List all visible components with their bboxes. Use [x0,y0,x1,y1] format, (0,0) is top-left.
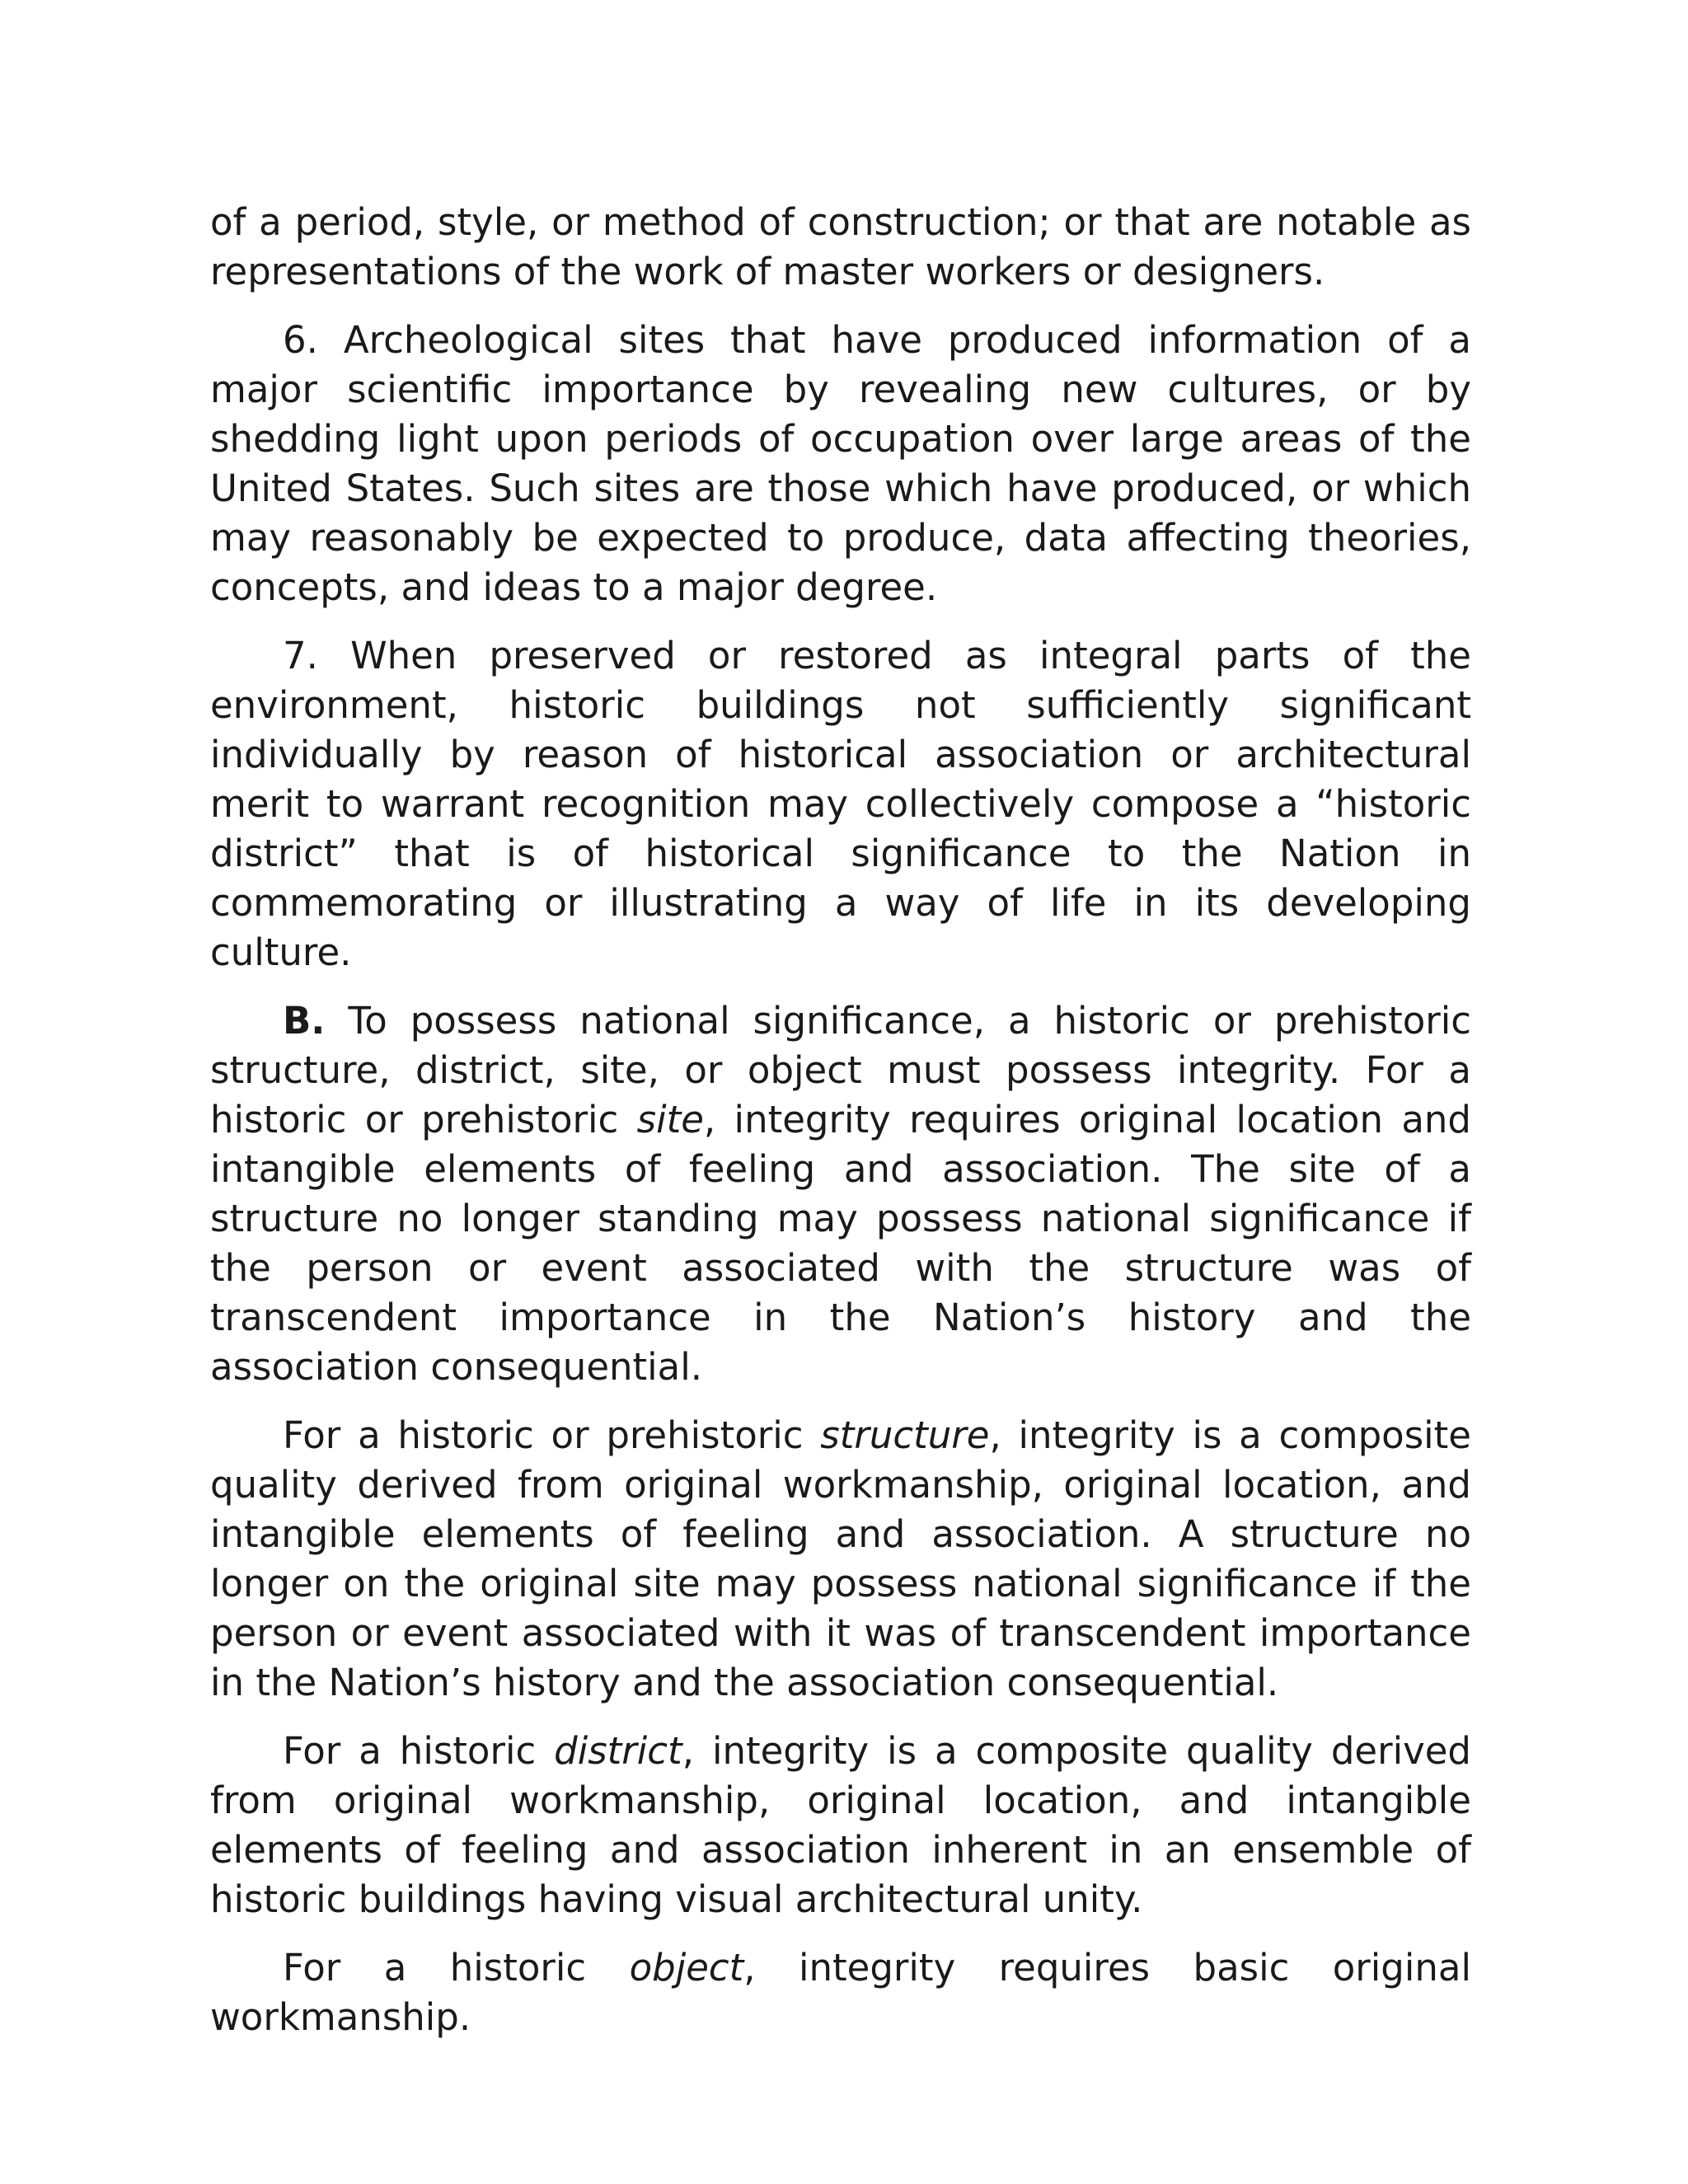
paragraph-continuation: of a period, style, or method of construction; or that are notable as representations of the work of master workers or designers. [210,200,1471,293]
paragraph-section-b [210,996,1471,1392]
document-page [210,198,1471,2061]
emphasis-term: district [554,1729,682,1773]
paragraph-criterion-6: 6. Archeological sites that have produced information of a major scientific importance by revealing new cultures, or by shedding light upon periods of occupation over large areas of the United States. Such sites are those which have produced, or which may reasonably be expected to produce, data affecting theories, concepts, and ideas to a major degree. [210,318,1471,609]
section-label: B. [283,999,326,1043]
paragraph-text: , integrity requires original location and intangible elements of feeling and association. The site of a structure no longer standing may possess national significance if the person or event associated with the structure was of transcendent importance in the Nation’s history and the association consequential. [210,1098,1471,1389]
paragraph-text: , integrity requires basic original workmanship. [210,1946,1471,2039]
paragraph-text: For a historic or prehistoric [283,1413,821,1457]
paragraph-criterion-7: 7. When preserved or restored as integral parts of the environment, historic buildings not sufficiently significant individually by reason of historical association or architectural merit to warrant recognition may collectively compose a “historic district” that is of historical significance to the Nation in commemorating or illustrating a way of life in its developing culture. [210,634,1471,974]
paragraph-object-integrity [210,1943,1471,2042]
emphasis-term: object [629,1946,744,1990]
paragraph-district-integrity [210,1727,1471,1924]
paragraph-text: , integrity is a composite quality derived from original workmanship, original location, and intangible elements of feeling and association inherent in an ensemble of historic buildings having visual architectural unity. [210,1729,1471,1921]
paragraph-text: To possess national significance, a historic or prehistoric structure, district, site, or object must possess integrity. For a historic or prehistoric [210,999,1471,1141]
paragraph-text: For a historic [283,1729,555,1773]
paragraph-text: For a historic [283,1946,630,1990]
emphasis-term: structure [820,1413,990,1457]
paragraph-structure-integrity [210,1411,1471,1708]
paragraph-text: , integrity is a composite quality derived from original workmanship, original location, and intangible elements of feeling and association. A structure no longer on the original site may possess national significance if the person or event associated with it was of transcendent importance in the Nation’s history and the association consequential. [210,1413,1471,1704]
emphasis-term: site [636,1098,704,1141]
